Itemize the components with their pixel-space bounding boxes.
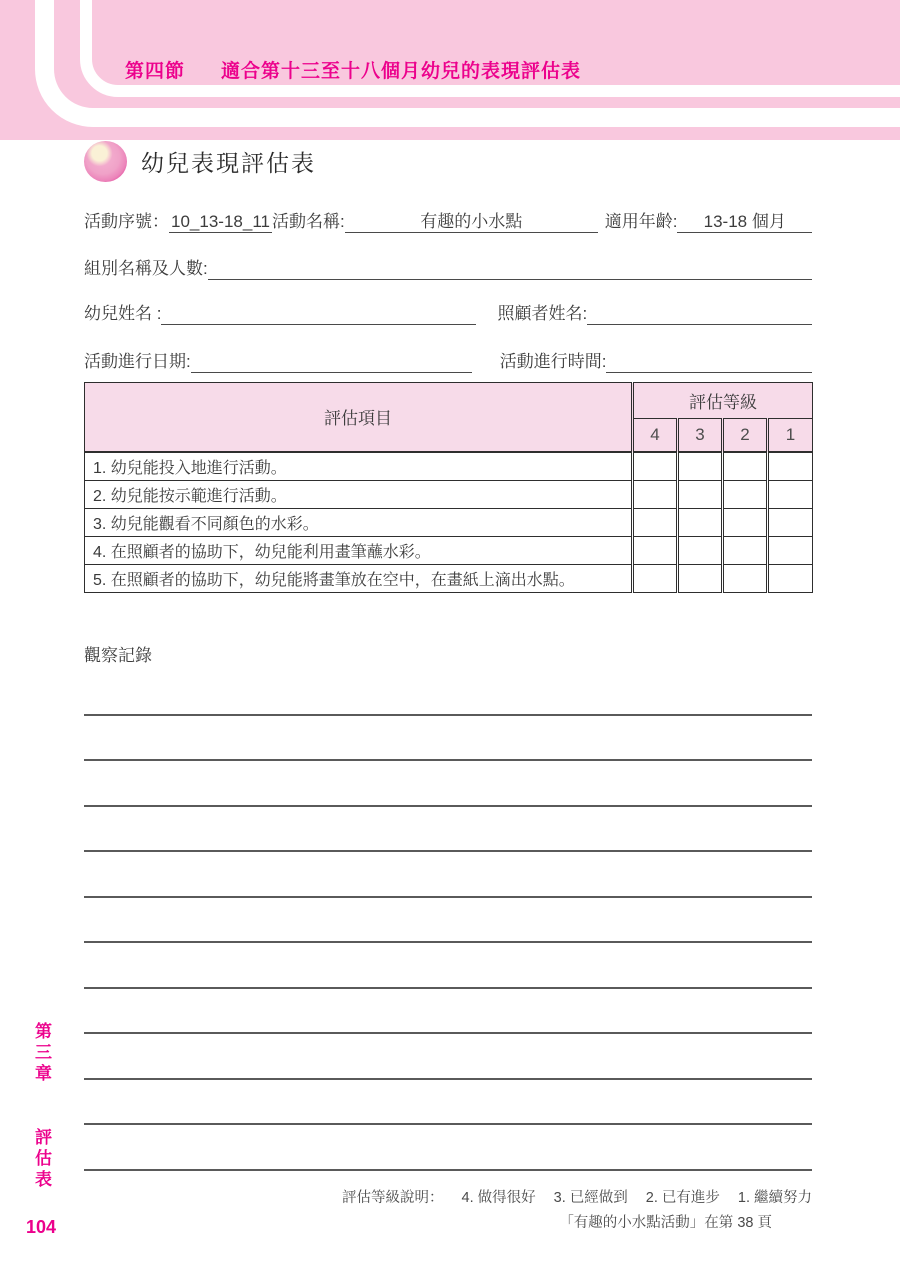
rating-legend xyxy=(342,1186,812,1207)
rating-cell[interactable] xyxy=(768,536,813,564)
legend-item: 3. 已經做到 xyxy=(553,1190,628,1206)
form-line-activity xyxy=(84,206,812,233)
legend-item: 4. 做得很好 xyxy=(461,1190,536,1206)
rating-cell[interactable] xyxy=(678,536,723,564)
section-number: 第四節 xyxy=(125,61,186,82)
date-field[interactable] xyxy=(191,372,472,373)
rating-cell[interactable] xyxy=(633,480,678,508)
activity-no-field[interactable]: 10_13-18_11 xyxy=(169,212,272,233)
observation-ruled-lines xyxy=(84,670,812,1171)
rating-cell[interactable] xyxy=(768,564,813,592)
caregiver-label: 照顧者姓名: xyxy=(497,304,588,323)
grade-2-header: 2 xyxy=(723,419,768,452)
age-label: 適用年齡: xyxy=(604,212,678,231)
rating-cell[interactable] xyxy=(633,536,678,564)
group-field[interactable] xyxy=(208,279,812,280)
item-text: 1. 幼兒能投入地進行活動。 xyxy=(85,452,633,481)
legend-item: 1. 繼續努力 xyxy=(737,1190,812,1206)
ruled-line[interactable] xyxy=(84,716,812,762)
rating-cell[interactable] xyxy=(633,564,678,592)
item-text: 4. 在照顧者的協助下，幼兒能利用畫筆蘸水彩。 xyxy=(85,536,633,564)
ruled-line[interactable] xyxy=(84,1080,812,1126)
chapter-side-label xyxy=(29,1022,54,1191)
ruled-line[interactable] xyxy=(84,898,812,944)
chapter-name: 評估表 xyxy=(32,1128,51,1191)
rating-cell[interactable] xyxy=(723,564,768,592)
page-title-row xyxy=(84,141,316,182)
section-heading xyxy=(125,56,581,83)
table-row xyxy=(85,536,813,564)
ruled-line[interactable] xyxy=(84,670,812,716)
grade-4-header: 4 xyxy=(633,419,678,452)
activity-no-label: 活動序號： xyxy=(84,212,169,231)
ruled-line[interactable] xyxy=(84,807,812,853)
time-label: 活動進行時間: xyxy=(499,352,607,371)
form-line-names xyxy=(84,298,812,325)
chapter-number: 第三章 xyxy=(32,1022,51,1085)
ruled-line[interactable] xyxy=(84,852,812,898)
child-name-field[interactable] xyxy=(161,324,476,325)
ruled-line[interactable] xyxy=(84,1034,812,1080)
rating-cell[interactable] xyxy=(678,480,723,508)
rating-cell[interactable] xyxy=(678,564,723,592)
rating-cell[interactable] xyxy=(678,452,723,481)
child-name-label: 幼兒姓名 : xyxy=(84,304,162,323)
ruled-line[interactable] xyxy=(84,943,812,989)
legend-label: 評估等級說明： xyxy=(342,1190,444,1206)
item-text: 2. 幼兒能按示範進行活動。 xyxy=(85,480,633,508)
group-label: 組別名稱及人數: xyxy=(84,259,208,278)
rating-cell[interactable] xyxy=(678,508,723,536)
activity-name-label: 活動名稱: xyxy=(272,212,345,231)
form-line-datetime xyxy=(84,346,812,373)
ruled-line[interactable] xyxy=(84,761,812,807)
rating-cell[interactable] xyxy=(723,480,768,508)
section-title: 適合第十三至十八個月幼兒的表現評估表 xyxy=(221,61,582,82)
rating-cell[interactable] xyxy=(723,508,768,536)
rating-cell[interactable] xyxy=(633,452,678,481)
table-row xyxy=(85,564,813,592)
page-number: 104 xyxy=(26,1217,57,1237)
items-column-header: 評估項目 xyxy=(85,383,633,452)
table-row xyxy=(85,508,813,536)
age-field[interactable]: 13-18 個月 xyxy=(677,207,812,233)
page-title: 幼兒表現評估表 xyxy=(141,150,316,176)
section-banner xyxy=(0,0,900,140)
ruled-line[interactable] xyxy=(84,989,812,1035)
rating-cell[interactable] xyxy=(768,508,813,536)
activity-name-field[interactable]: 有趣的小水點 xyxy=(345,207,598,233)
observation-label: 觀察記錄 xyxy=(84,646,152,665)
rating-cell[interactable] xyxy=(768,452,813,481)
table-row xyxy=(85,480,813,508)
time-field[interactable] xyxy=(606,372,812,373)
ruled-line[interactable] xyxy=(84,1125,812,1171)
caregiver-field[interactable] xyxy=(587,324,812,325)
date-label: 活動進行日期: xyxy=(84,352,191,371)
evaluation-table xyxy=(84,382,813,593)
item-text: 3. 幼兒能觀看不同顏色的水彩。 xyxy=(85,508,633,536)
form-line-group xyxy=(84,253,812,280)
table-row xyxy=(85,452,813,481)
rating-cell[interactable] xyxy=(633,508,678,536)
grade-3-header: 3 xyxy=(678,419,723,452)
activity-reference: 「有趣的小水點活動」在第 38 頁 xyxy=(559,1215,772,1231)
rating-cell[interactable] xyxy=(723,452,768,481)
item-text: 5. 在照顧者的協助下，幼兒能將畫筆放在空中，在畫紙上滴出水點。 xyxy=(85,564,633,592)
grade-column-header: 評估等級 xyxy=(633,383,813,419)
rating-cell[interactable] xyxy=(723,536,768,564)
rating-cell[interactable] xyxy=(768,480,813,508)
glossy-ball-icon xyxy=(84,141,127,182)
legend-item: 2. 已有進步 xyxy=(645,1190,720,1206)
grade-1-header: 1 xyxy=(768,419,813,452)
